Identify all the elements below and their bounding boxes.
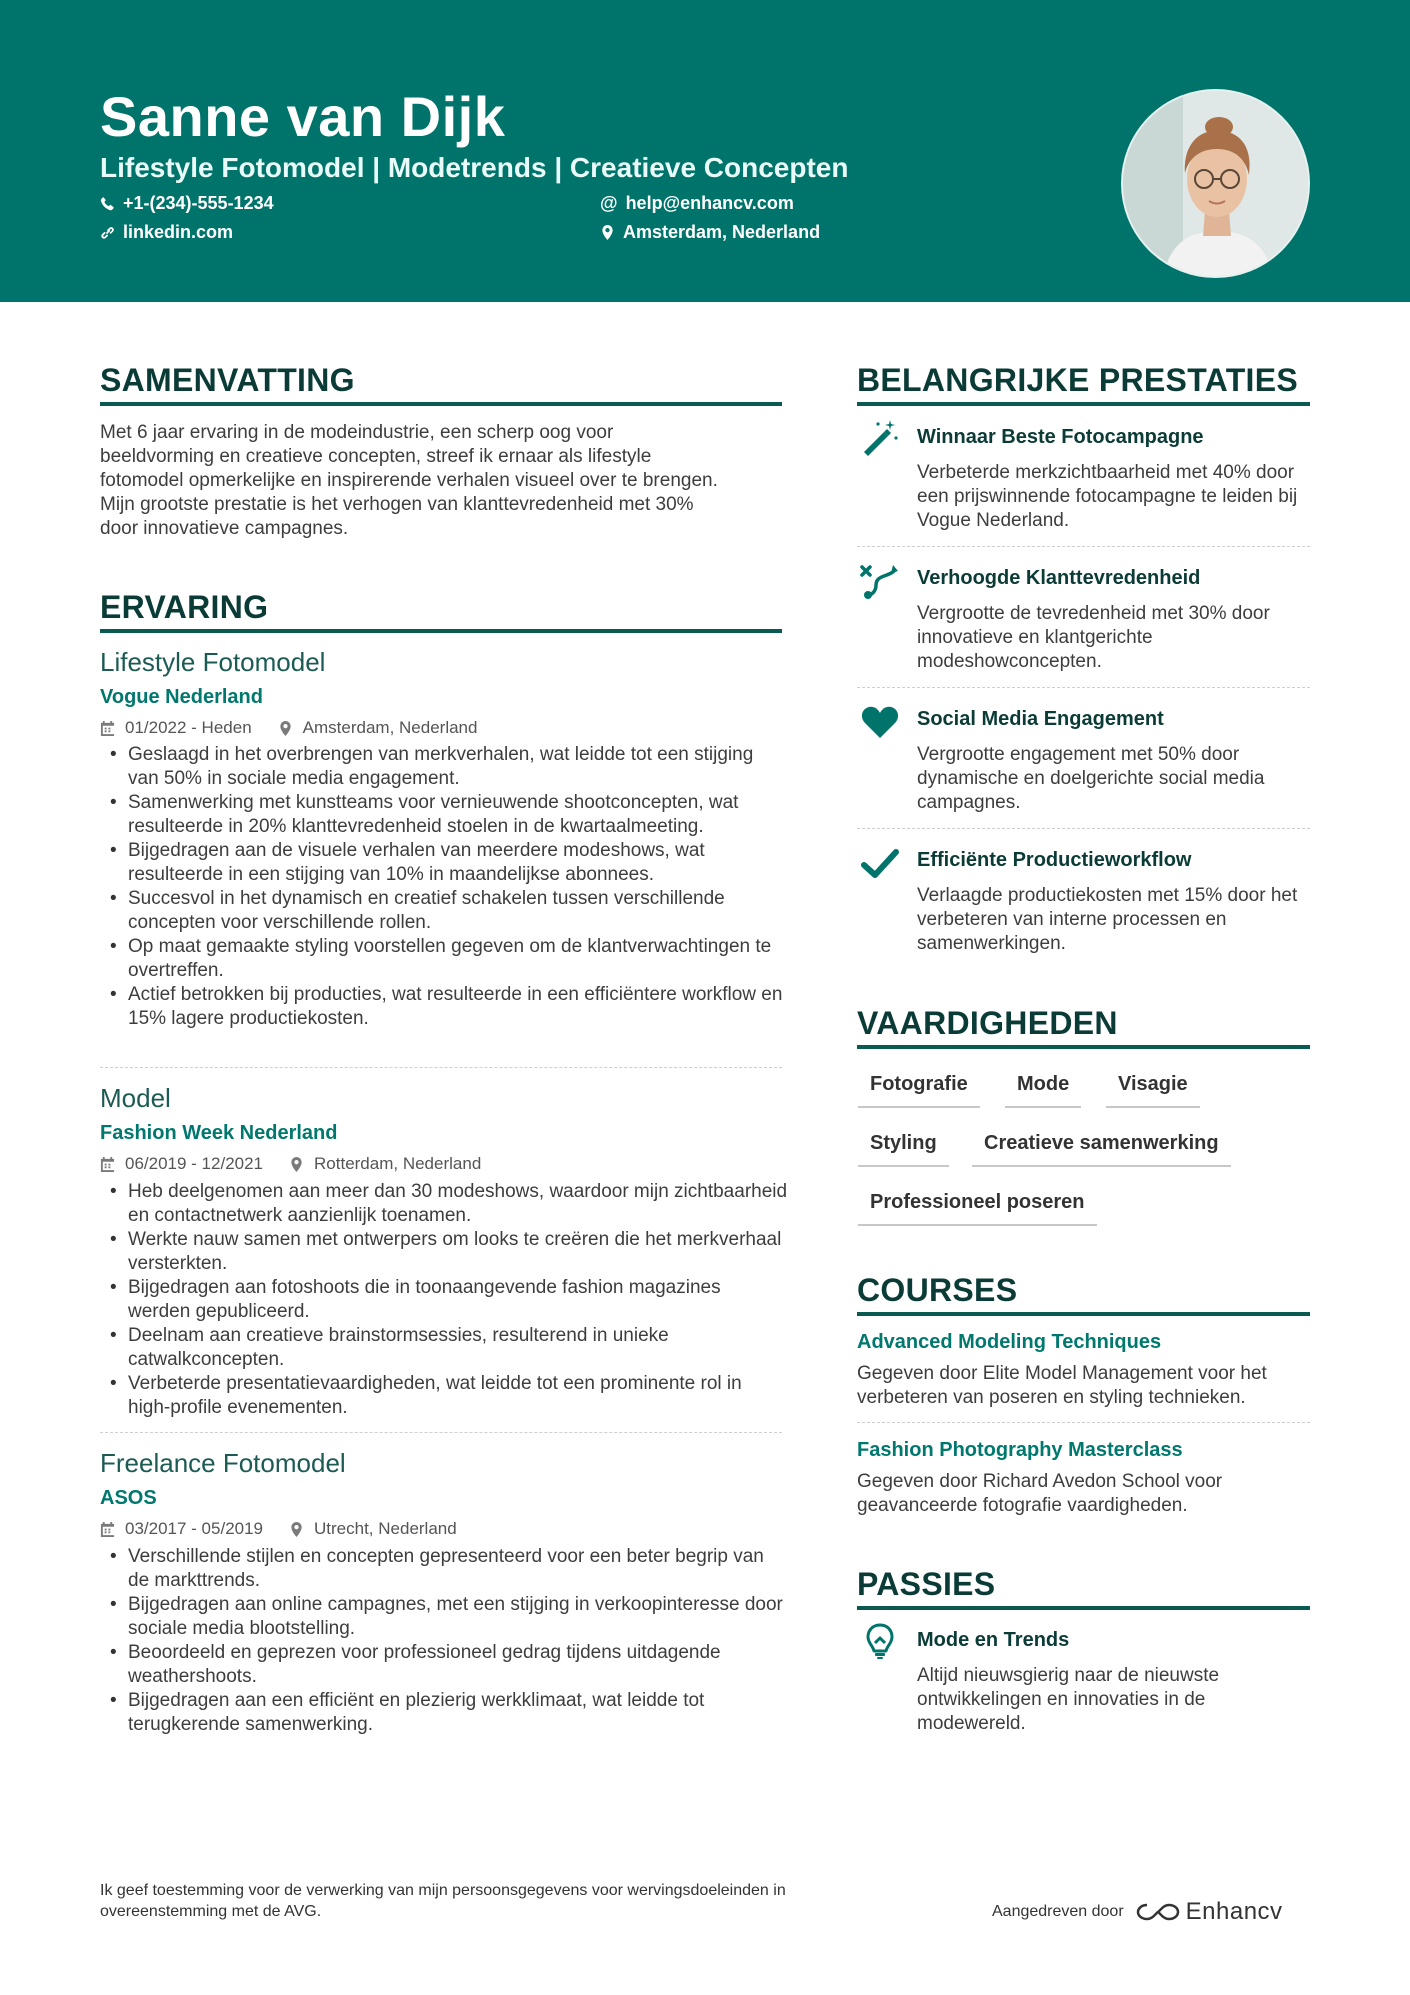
phone-text: +1-(234)-555-1234 xyxy=(123,193,274,213)
skill-tag: Styling xyxy=(858,1132,949,1167)
route-icon xyxy=(860,561,900,601)
summary-line: Met 6 jaar ervaring in de modeindustrie, een scherp oog voor xyxy=(100,422,614,443)
summary-rule xyxy=(100,402,782,406)
summary-text xyxy=(100,421,790,541)
job-title: Lifestyle Fotomodel xyxy=(100,647,326,677)
powered-by[interactable] xyxy=(992,1898,1283,1926)
achievement-title: Verhoogde Klanttevredenheid xyxy=(917,567,1201,589)
job-dates: 01/2022 - Heden xyxy=(125,718,252,737)
job-bullet: • Heb deelgenomen aan meer dan 30 modeshows, waardoor mijn zichtbaarheid en contactnetwerk aanzienlijk toenamen. xyxy=(108,1180,788,1228)
achievement-desc: Verlaagde productiekosten met 15% door het verbeteren van interne processen en samenwerkingen. xyxy=(917,885,1298,954)
experience-rule xyxy=(100,629,782,633)
achievement-divider xyxy=(857,687,1310,688)
powered-by-label: Aangedreven door xyxy=(992,1903,1124,1920)
job-bullet: • Bijgedragen aan fotoshoots die in toonaangevende fashion magazines werden gepubliceerd. xyxy=(108,1276,788,1324)
job-bullet: • Bijgedragen aan een efficiënt en plezierig werkklimaat, wat leidde tot terugkerende samenwerking. xyxy=(108,1689,788,1737)
summary-line: beeldvorming en creatieve concepten, streef ik ernaar als lifestyle xyxy=(100,446,652,467)
job-meta xyxy=(100,1154,481,1174)
job-title: Freelance Fotomodel xyxy=(100,1448,346,1478)
job-bullet: • Deelnam aan creatieve brainstormsessies, resulterend in unieke catwalkconcepten. xyxy=(108,1324,788,1372)
contact-linkedin[interactable] xyxy=(100,222,233,243)
skill-tag: Mode xyxy=(1005,1073,1081,1108)
job-bullets xyxy=(108,1545,788,1737)
skill-tag: Creatieve samenwerking xyxy=(972,1132,1231,1167)
job-bullet: • Bijgedragen aan de visuele verhalen van meerdere modeshows, wat resulteerde in een stijging van 10% in maandelijkse abonnees. xyxy=(108,839,788,887)
candidate-name: Sanne van Dijk xyxy=(100,85,506,148)
job-bullets xyxy=(108,743,788,1031)
summary-line: door innovatieve campagnes. xyxy=(100,518,349,539)
skills-heading: VAARDIGHEDEN xyxy=(857,1005,1118,1041)
resume-header xyxy=(0,0,1410,302)
linkedin-text: linkedin.com xyxy=(123,222,234,242)
course-title: Advanced Modeling Techniques xyxy=(857,1331,1162,1353)
calendar-icon xyxy=(100,721,115,736)
course-desc: Gegeven door Richard Avedon School voor geavanceerde fotografie vaardigheden. xyxy=(857,1471,1223,1516)
passions-rule xyxy=(857,1606,1310,1610)
achievement-divider xyxy=(857,546,1310,547)
job-bullet: • Samenwerking met kunstteams voor vernieuwende shootconcepten, wat resulteerde in 20% klanttevredenheid stoelen in de kwartaalmeeting. xyxy=(108,791,788,839)
job-location: Utrecht, Nederland xyxy=(314,1519,457,1538)
contact-email[interactable] xyxy=(600,193,794,214)
magic-wand-icon xyxy=(860,418,900,458)
summary-line: Mijn grootste prestatie is het verhogen van klanttevredenheid met 30% xyxy=(100,494,694,515)
course-divider xyxy=(857,1422,1310,1423)
job-meta xyxy=(100,718,477,738)
skill-tag: Professioneel poseren xyxy=(858,1191,1097,1226)
experience-heading: ERVARING xyxy=(100,589,269,625)
job-bullet: • Verbeterde presentatievaardigheden, wat leidde tot een prominente rol in high-profile evenementen. xyxy=(108,1372,788,1420)
job-bullet: • Bijgedragen aan online campagnes, met een stijging in verkoopinteresse door sociale media blootstelling. xyxy=(108,1593,788,1641)
job-location: Rotterdam, Nederland xyxy=(314,1154,482,1173)
job-bullet: • Succesvol in het dynamisch en creatief schakelen tussen verschillende concepten voor verschillende rollen. xyxy=(108,887,788,935)
achievement-desc: Verbeterde merkzichtbaarheid met 40% door een prijswinnende fotocampagne te leiden bij Vogue Nederland. xyxy=(917,462,1298,531)
location-text: Amsterdam, Nederland xyxy=(623,222,821,242)
achievement-divider xyxy=(857,828,1310,829)
passion-title: Mode en Trends xyxy=(917,1629,1070,1651)
achievement-desc: Vergrootte engagement met 50% door dynamische en doelgerichte social media campagnes. xyxy=(917,744,1265,813)
location-pin-icon xyxy=(289,1157,304,1172)
calendar-icon xyxy=(100,1157,115,1172)
job-dates: 06/2019 - 12/2021 xyxy=(125,1154,264,1173)
brand-logo xyxy=(1136,1898,1283,1926)
job-dates: 03/2017 - 05/2019 xyxy=(125,1519,264,1538)
achievements-heading: BELANGRIJKE PRESTATIES xyxy=(857,362,1299,398)
candidate-headline: Lifestyle Fotomodel | Modetrends | Creatieve Concepten xyxy=(100,152,849,183)
courses-rule xyxy=(857,1312,1310,1316)
heart-icon xyxy=(860,702,900,742)
skills-rule xyxy=(857,1045,1310,1049)
skill-tag: Fotografie xyxy=(858,1073,980,1108)
achievement-title: Social Media Engagement xyxy=(917,708,1164,730)
achievements-rule xyxy=(857,402,1310,406)
summary-line: fotomodel opmerkelijke en inspirerende verhalen visueel over te brengen. xyxy=(100,470,718,491)
achievement-desc: Vergrootte de tevredenheid met 30% door innovatieve en klantgerichte modeshowconcepten. xyxy=(917,603,1270,672)
contact-location xyxy=(600,222,820,243)
job-divider xyxy=(100,1067,782,1068)
brand-name: Enhancv xyxy=(1185,1898,1283,1925)
phone-icon xyxy=(100,196,115,211)
check-icon xyxy=(860,843,900,883)
job-divider xyxy=(100,1432,782,1433)
lightbulb-icon xyxy=(860,1621,900,1661)
location-pin-icon xyxy=(278,721,293,736)
achievement-title: Efficiënte Productieworkflow xyxy=(917,849,1192,871)
location-pin-icon xyxy=(289,1522,304,1537)
summary-heading: SAMENVATTING xyxy=(100,362,355,398)
location-pin-icon xyxy=(600,225,615,240)
gdpr-consent: Ik geef toestemming voor de verwerking van mijn persoonsgegevens voor wervingsdoeleinden in overeenstemming met de AVG. xyxy=(100,1882,786,1920)
enhancv-logo-icon xyxy=(1136,1901,1180,1923)
contact-phone[interactable] xyxy=(100,193,274,214)
link-icon xyxy=(100,225,115,240)
job-location: Amsterdam, Nederland xyxy=(302,718,478,737)
job-company: Fashion Week Nederland xyxy=(100,1122,338,1144)
course-desc: Gegeven door Elite Model Management voor het verbeteren van poseren en styling technieken. xyxy=(857,1363,1267,1408)
achievement-title: Winnaar Beste Fotocampagne xyxy=(917,426,1204,448)
job-bullet: • Werkte nauw samen met ontwerpers om looks te creëren die het merkverhaal versterkten. xyxy=(108,1228,788,1276)
courses-heading: COURSES xyxy=(857,1272,1018,1308)
email-text: help@enhancv.com xyxy=(625,193,794,213)
job-bullet: • Geslaagd in het overbrengen van merkverhalen, wat leidde tot een stijging van 50% in sociale media engagement. xyxy=(108,743,788,791)
job-title: Model xyxy=(100,1083,171,1113)
profile-photo xyxy=(1121,89,1310,278)
job-bullet: • Verschillende stijlen en concepten gepresenteerd voor een beter begrip van de markttrends. xyxy=(108,1545,788,1593)
job-bullet: • Op maat gemaakte styling voorstellen gegeven om de klantverwachtingen te overtreffen. xyxy=(108,935,788,983)
course-title: Fashion Photography Masterclass xyxy=(857,1439,1183,1461)
job-company: Vogue Nederland xyxy=(100,686,263,708)
calendar-icon xyxy=(100,1522,115,1537)
skill-tag: Visagie xyxy=(1106,1073,1200,1108)
job-bullets xyxy=(108,1180,788,1420)
job-bullet: • Actief betrokken bij producties, wat resulteerde in een efficiëntere workflow en 15% lagere productiekosten. xyxy=(108,983,788,1031)
job-bullet: • Beoordeeld en geprezen voor professioneel gedrag tijdens uitdagende weathershoots. xyxy=(108,1641,788,1689)
job-company: ASOS xyxy=(100,1487,157,1509)
job-meta xyxy=(100,1519,457,1539)
passions-heading: PASSIES xyxy=(857,1566,996,1602)
passion-desc: Altijd nieuwsgierig naar de nieuwste ontwikkelingen en innovaties in de modewereld. xyxy=(917,1665,1220,1734)
at-icon: @ xyxy=(600,193,618,213)
